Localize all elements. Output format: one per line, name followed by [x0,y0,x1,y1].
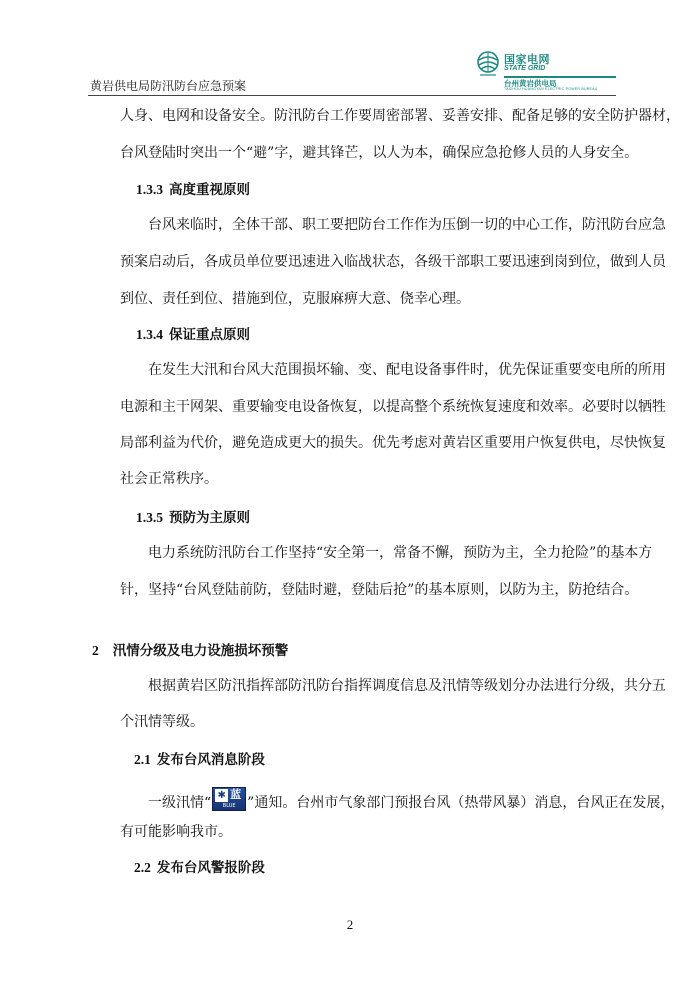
paragraph-line: 预案启动后，各成员单位要迅速进入临战状态，各级干部职工要迅速到岗到位，做到人员 [120,254,666,270]
text-segment: ”通知。台州市气象部门预报台风（热带风暴）消息，台风正在发展， [247,795,675,811]
state-grid-logo [476,50,616,92]
section-number: 1.3.5 [136,510,163,525]
logo-name-en: STATE GRID [504,65,546,72]
paragraph-line: 到位、责任到位、措施到位，克服麻痹大意、侥幸心理。 [120,291,470,307]
page-number: 2 [346,917,354,932]
section-heading-2-1 [134,750,265,770]
paragraph-line: 个汛情等级。 [120,714,204,730]
section-number: 1.3.4 [136,327,163,342]
section-title: 汛情分级及电力设施损坏预警 [112,643,289,659]
section-title: 高度重视原则 [169,182,250,198]
section-number: 2.1 [134,752,151,767]
paragraph-line-with-badge [148,787,674,813]
paragraph-line: 人身、电网和设备安全。防汛防台工作要周密部署、妥善安排、配备足够的安全防护器材， [120,108,680,124]
section-heading-1-3-3 [136,180,250,200]
typhoon-warning-icon: ✱ [215,789,228,802]
state-grid-globe-icon [476,50,502,80]
document-header-title: 黄岩供电局防汛防台应急预案 [90,79,247,93]
section-number: 2.2 [134,860,151,875]
section-heading-2-2 [134,858,265,878]
paragraph-line: 台风登陆时突出一个“避”字，避其锋芒，以人为本，确保应急抢修人员的人身安全。 [120,145,639,161]
section-title: 发布台风警报阶段 [156,860,265,876]
section-number: 1.3.3 [136,182,163,197]
paragraph-line: 电源和主干网架、重要输变电设备恢复，以提高整个系统恢复速度和效率。必要时以牺牲 [120,399,666,415]
section-title: 保证重点原则 [169,327,250,343]
section-title: 预防为主原则 [169,510,250,526]
paragraph-line: 针，坚持“台风登陆前防，登陆时避，登陆后抢”的基本原则，以防为主，防抢结合。 [120,582,639,598]
paragraph-line: 电力系统防汛防台工作坚持“安全第一，常备不懈，预防为主，全力抢险”的基本方 [148,545,653,561]
text-segment: 一级汛情“ [148,795,212,811]
paragraph-line: 根据黄岩区防汛指挥部防汛防台指挥调度信息及汛情等级划分办法进行分级，共分五 [148,678,666,694]
paragraph-line: 社会正常秩序。 [120,471,218,487]
paragraph-line: 有可能影响我市。 [120,824,232,840]
logo-sub-cn: 台州黄岩供电局 [504,79,557,88]
paragraph-line: 局部利益为代价，避免造成更大的损失。优先考虑对黄岩区重要用户恢复供电，尽快恢复 [120,435,666,451]
badge-color-char: 蓝 [230,788,242,801]
blue-typhoon-warning-badge [212,787,246,811]
badge-label: BLUE [222,803,236,809]
section-heading-2 [92,641,288,661]
section-number: 2 [92,643,99,658]
section-heading-1-3-4 [136,325,250,345]
header-divider [88,95,616,96]
paragraph-line: 在发生大汛和台风大范围损坏输、变、配电设备事件时，优先保证重要变电所的所用 [148,362,666,378]
logo-name-cn: 国家电网 [504,53,550,66]
section-title: 发布台风消息阶段 [156,752,265,768]
logo-sub-en: TAIZHOU HUANGYAN ELECTRIC POWER BUREAU [504,87,598,91]
paragraph-line: 台风来临时，全体干部、职工要把防台工作作为压倒一切的中心工作，防汛防台应急 [148,217,666,233]
section-heading-1-3-5 [136,508,250,528]
